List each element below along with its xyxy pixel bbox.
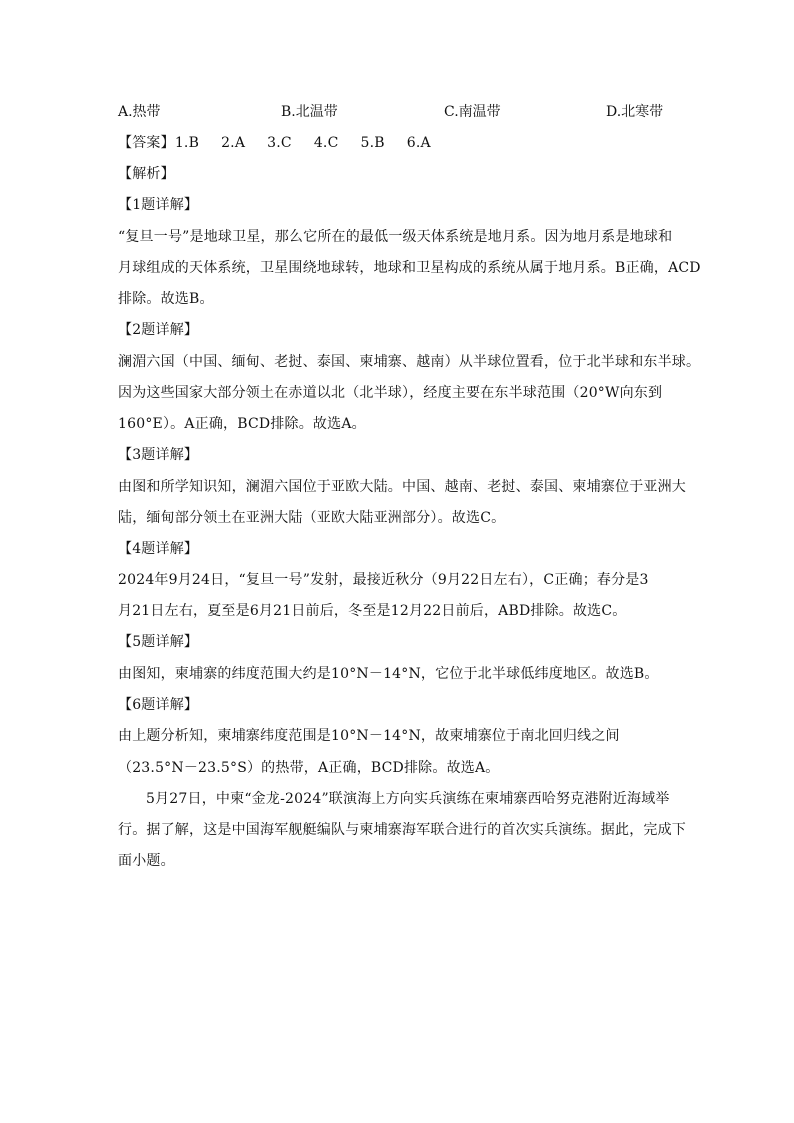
q2-text-line: 澜湄六国（中国、缅甸、老挝、泰国、柬埔寨、越南）从半球位置看，位于北半球和东半球。 (118, 354, 701, 370)
passage-text-line: 面小题。 (118, 853, 175, 869)
option-b: B.北温带 (281, 104, 338, 120)
answer-key (118, 133, 678, 153)
q1-heading: 【1题详解】 (118, 197, 199, 213)
answer-item: 1.B (174, 135, 200, 151)
q5-heading: 【5题详解】 (118, 634, 199, 650)
q4-text-line: 月21日左右，夏至是6月21日前后，冬至是12月22日前后，ABD排除。故选C。 (118, 603, 627, 619)
q4-text-line: 2024年9月24日，“复旦一号”发射，最接近秋分（9月22日左右），C正确；春分是3 (118, 572, 649, 588)
q6-text-line: （23.5°N－23.5°S）的热带，A正确，BCD排除。故选A。 (118, 760, 500, 776)
q3-text-line: 陆，缅甸部分领土在亚洲大陆（亚欧大陆亚洲部分）。故选C。 (118, 510, 506, 526)
q6-text-line: 由上题分析知，柬埔寨纬度范围是10°N－14°N，故柬埔寨位于南北回归线之间 (118, 728, 620, 744)
q3-heading: 【3题详解】 (118, 447, 199, 463)
passage-text-line: 5月27日，中柬“金龙-2024”联演海上方向实兵演练在柬埔寨西哈努克港附近海域举 (146, 791, 670, 807)
q1-text-line: 月球组成的天体系统，卫星围绕地球转，地球和卫星构成的系统从属于地月系。B正确，ACD (118, 260, 701, 276)
answer-item: 4.C (313, 135, 339, 151)
q6-heading: 【6题详解】 (118, 697, 199, 713)
q5-text-line: 由图知，柬埔寨的纬度范围大约是10°N－14°N，它位于北半球低纬度地区。故选B。 (118, 666, 659, 682)
analysis-label: 【解析】 (118, 166, 175, 182)
option-a: A.热带 (118, 104, 161, 120)
answer-item: 6.A (406, 135, 431, 151)
answer-item: 3.C (267, 135, 292, 151)
q1-text-line: 排除。故选B。 (118, 291, 214, 307)
q2-text-line: 因为这些国家大部分领土在赤道以北（北半球），经度主要在东半球范围（20°W向东到 (118, 385, 663, 401)
passage-text-line: 行。据了解，这是中国海军舰艇编队与柬埔寨海军联合进行的首次实兵演练。据此，完成下 (118, 822, 686, 838)
answer-item: 5.B (360, 135, 385, 151)
answer-label: 【答案】 (118, 135, 175, 151)
q4-heading: 【4题详解】 (118, 541, 199, 557)
option-c: C.南温带 (444, 104, 501, 120)
q2-text-line: 160°E）。A正确，BCD排除。故选A。 (118, 416, 366, 432)
q2-heading: 【2题详解】 (118, 322, 199, 338)
q3-text-line: 由图和所学知识知，澜湄六国位于亚欧大陆。中国、越南、老挝、泰国、柬埔寨位于亚洲大 (118, 479, 686, 495)
answer-item: 2.A (221, 135, 246, 151)
option-d: D.北寒带 (606, 104, 664, 120)
answer-options (118, 102, 678, 124)
q1-text-line: “复旦一号”是地球卫星，那么它所在的最低一级天体系统是地月系。因为地月系是地球和 (118, 229, 673, 245)
